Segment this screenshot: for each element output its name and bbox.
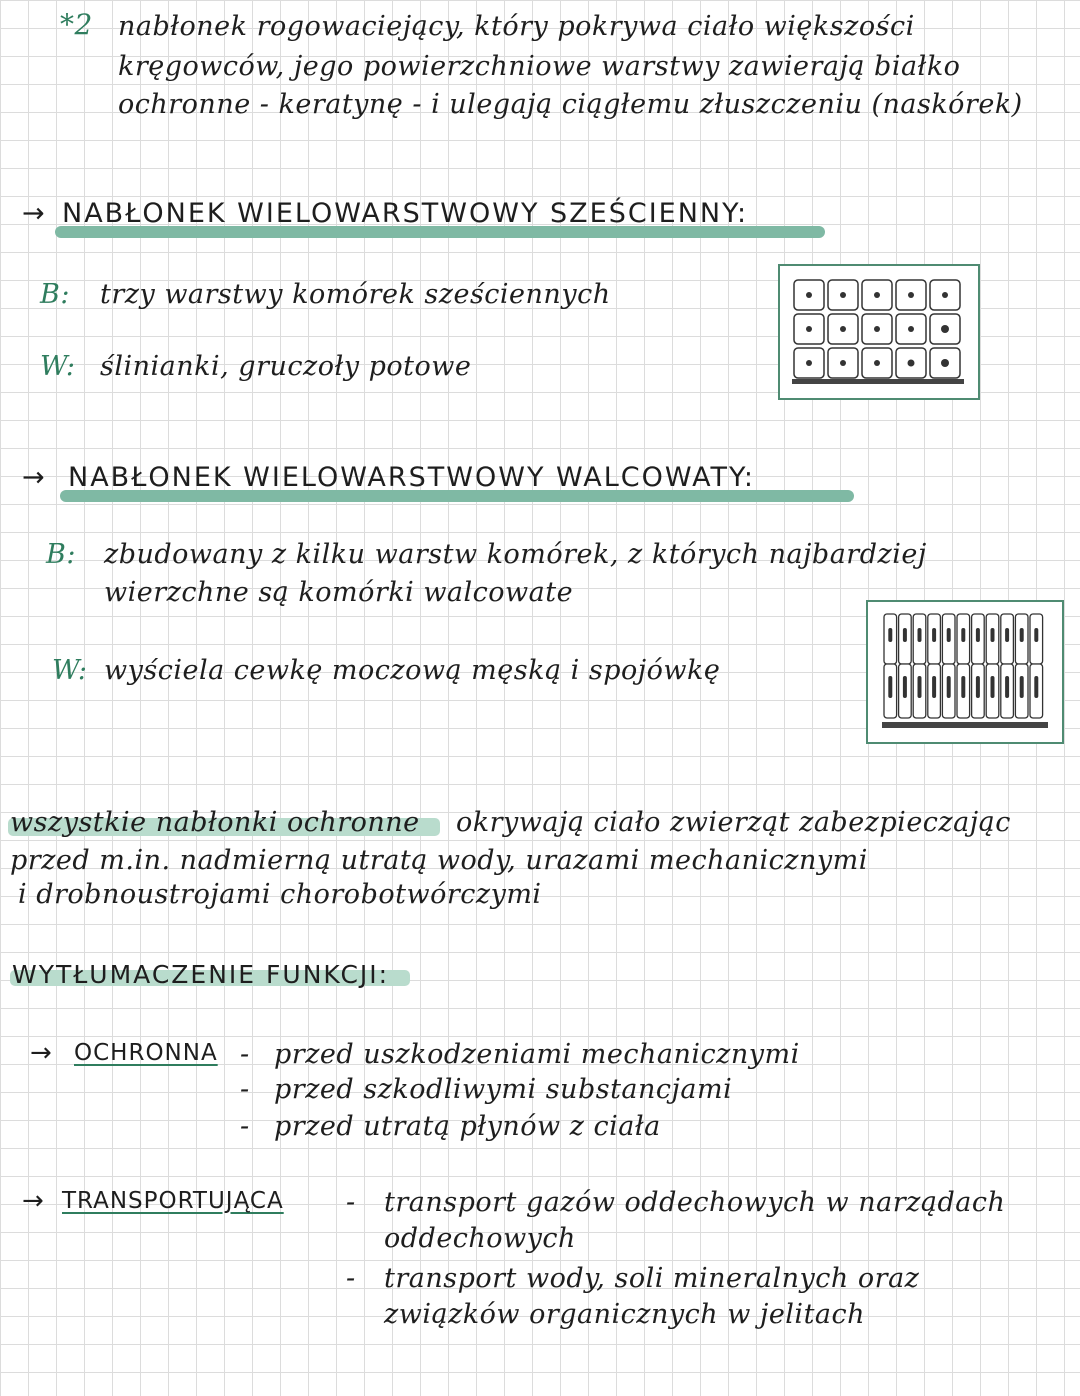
structure-text: trzy warstwy komórek sześciennych: [100, 279, 611, 310]
dash: -: [240, 1039, 250, 1070]
w-label: W:: [52, 655, 88, 686]
summary-line-2: przed m.in. nadmierną utratą wody, urazami mechanicznymi: [10, 845, 868, 876]
arrow-icon: →: [22, 1186, 46, 1216]
cell-nucleus: [991, 628, 995, 642]
note-line-2: kręgowców, jego powierzchniowe warstwy zawierają białko: [118, 51, 961, 82]
structure-text-line-2: wierzchne są komórki walcowate: [104, 577, 574, 608]
w-label: W:: [40, 351, 76, 382]
cell-nucleus: [961, 676, 965, 698]
cell-nucleus: [888, 676, 892, 698]
functions-heading: WYTŁUMACZENIE FUNKCJI:: [12, 960, 390, 989]
summary-highlighted-phrase: wszystkie nabłonki ochronne: [10, 807, 420, 838]
cell-nucleus: [1034, 676, 1038, 698]
cell-nucleus: [903, 628, 907, 642]
cell-nucleus: [932, 676, 936, 698]
cell-nucleus: [961, 628, 965, 642]
location-text: wyściela cewkę moczową męską i spojówkę: [104, 655, 721, 686]
cell-nucleus: [1020, 628, 1024, 642]
note-marker: *2: [60, 8, 93, 41]
function-label-protective: OCHRONNA: [74, 1040, 218, 1066]
transport-item-2-line-1: transport wody, soli mineralnych oraz: [384, 1263, 920, 1294]
function-label-transport: TRANSPORTUJĄCA: [62, 1188, 284, 1214]
protective-item-2: przed szkodliwymi substancjami: [274, 1074, 733, 1105]
cell-nucleus: [1020, 676, 1024, 698]
arrow-icon: →: [22, 198, 47, 229]
cell-nucleus: [991, 676, 995, 698]
section-title-cubic: NABŁONEK WIELOWARSTWOWY SZEŚCIENNY:: [62, 198, 749, 229]
note-line-3: ochronne - keratynę - i ulegają ciągłemu złuszczeniu (naskórek): [118, 89, 1023, 120]
cell-nucleus: [1034, 628, 1038, 642]
cell-nucleus: [918, 628, 922, 642]
dash: -: [346, 1187, 356, 1218]
dash: -: [240, 1074, 250, 1105]
cell-nucleus: [888, 628, 892, 642]
summary-line-3: i drobnoustrojami chorobotwórczymi: [18, 879, 542, 910]
structure-text-line-1: zbudowany z kilku warstw komórek, z których najbardziej: [104, 539, 927, 570]
cell-nucleus: [947, 628, 951, 642]
cell-nucleus: [1005, 676, 1009, 698]
cell-nucleus: [918, 676, 922, 698]
arrow-icon: →: [30, 1038, 54, 1068]
transport-item-1-line-1: transport gazów oddechowych w narządach: [384, 1187, 1006, 1218]
dash: -: [240, 1111, 250, 1142]
b-label: B:: [46, 539, 76, 570]
cell-nucleus: [976, 676, 980, 698]
note-line-1: nabłonek rogowaciejący, który pokrywa ciało większości: [118, 11, 915, 42]
basement-membrane: [882, 722, 1048, 728]
protective-item-1: przed uszkodzeniami mechanicznymi: [274, 1039, 800, 1070]
dash: -: [346, 1263, 356, 1294]
transport-item-1-line-2: oddechowych: [384, 1223, 576, 1254]
arrow-icon: →: [22, 462, 47, 493]
columnar-epithelium-diagram: [866, 600, 1064, 744]
location-text: ślinianki, gruczoły potowe: [100, 351, 472, 382]
cell-nucleus: [932, 628, 936, 642]
cell-nucleus: [1005, 628, 1009, 642]
b-label: B:: [40, 279, 70, 310]
protective-item-3: przed utratą płynów z ciała: [274, 1111, 661, 1142]
cell-nucleus: [903, 676, 907, 698]
summary-line-1: okrywają ciało zwierząt zabezpieczając: [456, 807, 1011, 838]
section-title-columnar: NABŁONEK WIELOWARSTWOWY WALCOWATY:: [68, 462, 755, 493]
cell-nucleus: [976, 628, 980, 642]
transport-item-2-line-2: związków organicznych w jelitach: [384, 1299, 866, 1330]
cubic-epithelium-diagram: [778, 264, 980, 400]
cell-nucleus: [947, 676, 951, 698]
